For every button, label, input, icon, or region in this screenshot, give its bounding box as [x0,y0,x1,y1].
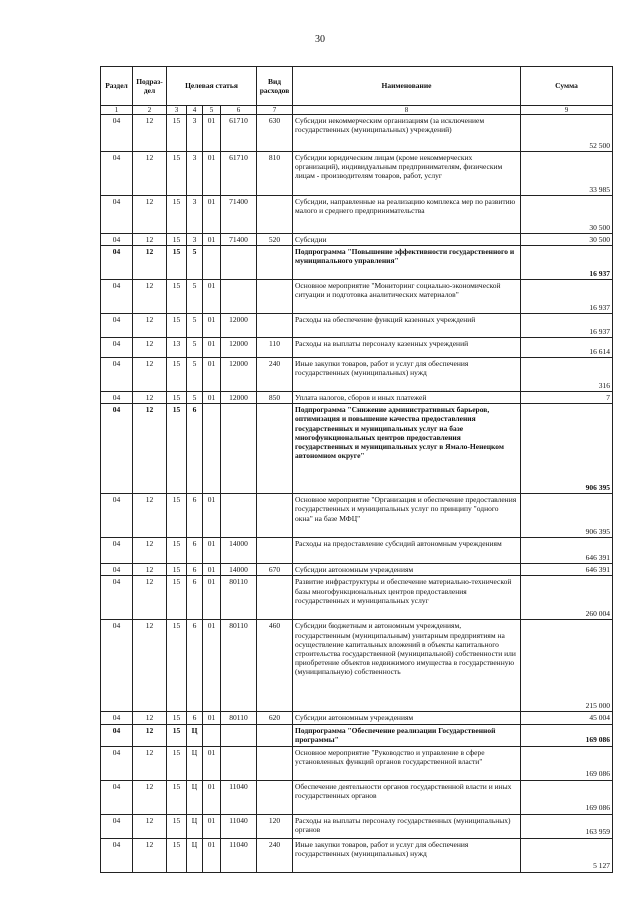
budget-table [100,66,613,873]
cell-ts-program: 15 [167,780,187,814]
cell-ts-event: 01 [203,392,221,404]
cell-naimenovanie: Уплата налогов, сборов и иных платежей [293,392,521,404]
cell-naimenovanie: Расходы на обеспечение функций казенных учреждений [293,314,521,338]
cell-ts-event: 01 [203,358,221,392]
cell-ts-subprogram: 6 [187,404,203,494]
cell-ts-event: 01 [203,814,221,838]
cell-naimenovanie: Подпрограмма "Обеспечение реализации Государственной программы" [293,724,521,746]
cell-razdel: 04 [101,814,133,838]
cell-ts-subprogram: Ц [187,814,203,838]
table-row [101,358,613,392]
cell-vid-raskhodov: 240 [257,838,293,872]
cell-ts-direction: 11040 [221,814,257,838]
cell-summa: 30 500 [521,234,613,246]
cell-ts-subprogram: Ц [187,838,203,872]
cell-naimenovanie: Развитие инфраструктуры и обеспечение материально-технической базы многофункциональных центров предоставления государственных и муниципальных услуг [293,576,521,620]
cell-podrazdel: 12 [133,814,167,838]
header-naimenovanie: Наименование [293,67,521,106]
cell-vid-raskhodov: 460 [257,620,293,712]
cell-ts-program: 15 [167,392,187,404]
cell-razdel: 04 [101,314,133,338]
cell-ts-program: 15 [167,314,187,338]
col-number: 6 [221,106,257,115]
table-body [101,115,613,873]
col-number: 9 [521,106,613,115]
cell-naimenovanie: Подпрограмма "Повышение эффективности государственного и муниципального управления" [293,246,521,280]
col-number: 8 [293,106,521,115]
cell-ts-subprogram: 3 [187,196,203,234]
cell-ts-event: 01 [203,280,221,314]
col-number: 1 [101,106,133,115]
cell-summa: 163 959 [521,814,613,838]
cell-podrazdel: 12 [133,392,167,404]
table-row [101,392,613,404]
cell-ts-subprogram: 3 [187,115,203,152]
cell-ts-subprogram: 5 [187,280,203,314]
cell-ts-program: 15 [167,838,187,872]
cell-vid-raskhodov [257,280,293,314]
cell-ts-direction: 71400 [221,234,257,246]
table-row [101,338,613,358]
cell-podrazdel: 12 [133,564,167,576]
cell-summa: 316 [521,358,613,392]
cell-ts-event: 01 [203,338,221,358]
header-row [101,67,613,106]
cell-ts-direction: 14000 [221,564,257,576]
cell-podrazdel: 12 [133,338,167,358]
header-podrazdel: Подраз- дел [133,67,167,106]
cell-vid-raskhodov [257,538,293,564]
cell-vid-raskhodov [257,314,293,338]
cell-vid-raskhodov: 110 [257,338,293,358]
cell-ts-subprogram: 6 [187,712,203,724]
cell-summa: 260 004 [521,576,613,620]
cell-vid-raskhodov: 810 [257,152,293,196]
cell-ts-event: 01 [203,152,221,196]
cell-ts-event: 01 [203,620,221,712]
cell-ts-program: 15 [167,280,187,314]
cell-podrazdel: 12 [133,620,167,712]
cell-podrazdel: 12 [133,724,167,746]
col-number: 3 [167,106,187,115]
table-row [101,620,613,712]
cell-razdel: 04 [101,712,133,724]
cell-podrazdel: 12 [133,115,167,152]
cell-razdel: 04 [101,494,133,538]
cell-ts-program: 15 [167,724,187,746]
cell-razdel: 04 [101,338,133,358]
cell-ts-direction: 14000 [221,538,257,564]
cell-ts-direction: 61710 [221,115,257,152]
cell-summa: 7 [521,392,613,404]
cell-ts-program: 15 [167,712,187,724]
cell-ts-subprogram: 3 [187,152,203,196]
cell-ts-direction: 80110 [221,576,257,620]
cell-vid-raskhodov [257,246,293,280]
cell-ts-program: 15 [167,404,187,494]
cell-vid-raskhodov: 240 [257,358,293,392]
cell-ts-subprogram: 5 [187,314,203,338]
column-number-row [101,106,613,115]
cell-naimenovanie: Субсидии юридическим лицам (кроме некоммерческих организаций), индивидуальным предпринимателям, физическим лицам - производителям товаров, работ, услуг [293,152,521,196]
cell-ts-event [203,246,221,280]
cell-razdel: 04 [101,838,133,872]
cell-razdel: 04 [101,576,133,620]
cell-podrazdel: 12 [133,494,167,538]
header-tselevaya-statya: Целевая статья [167,67,257,106]
cell-ts-direction: 61710 [221,152,257,196]
col-number: 7 [257,106,293,115]
header-summa: Сумма [521,67,613,106]
cell-razdel: 04 [101,115,133,152]
cell-summa: 169 086 [521,780,613,814]
cell-razdel: 04 [101,280,133,314]
cell-podrazdel: 12 [133,538,167,564]
cell-summa: 215 000 [521,620,613,712]
cell-ts-subprogram: Ц [187,780,203,814]
cell-podrazdel: 12 [133,576,167,620]
cell-ts-program: 13 [167,338,187,358]
cell-summa: 16 937 [521,246,613,280]
cell-podrazdel: 12 [133,404,167,494]
cell-naimenovanie: Субсидии некоммерческим организациям (за исключением государственных (муниципальных) учреждений) [293,115,521,152]
cell-ts-event: 01 [203,314,221,338]
table-row [101,724,613,746]
cell-ts-event: 01 [203,494,221,538]
cell-razdel: 04 [101,358,133,392]
cell-ts-event: 01 [203,538,221,564]
page-number: 30 [315,34,325,45]
cell-vid-raskhodov [257,196,293,234]
cell-summa: 16 937 [521,280,613,314]
cell-ts-program: 15 [167,152,187,196]
cell-naimenovanie: Субсидии [293,234,521,246]
cell-ts-event: 01 [203,576,221,620]
cell-naimenovanie: Субсидии автономным учреждениям [293,712,521,724]
header-vid-raskhodov: Вид расходов [257,67,293,106]
table-row [101,538,613,564]
cell-razdel: 04 [101,234,133,246]
cell-podrazdel: 12 [133,234,167,246]
cell-ts-program: 15 [167,620,187,712]
cell-naimenovanie: Подпрограмма "Снижение административных барьеров, оптимизация и повышение качества предоставления государственных и муниципальных услуг на базе многофункциональных центров предоставления государственных и муниципальных услуг в Ямало-Ненецком автономном округе" [293,404,521,494]
table-row [101,280,613,314]
cell-summa: 906 395 [521,494,613,538]
cell-ts-subprogram: 5 [187,338,203,358]
cell-ts-subprogram: 5 [187,246,203,280]
table-row [101,564,613,576]
cell-ts-direction: 12000 [221,338,257,358]
cell-naimenovanie: Основное мероприятие "Руководство и управление в сфере установленных функций органов государственной власти" [293,746,521,780]
cell-naimenovanie: Основное мероприятие "Организация и обеспечение предоставления государственных и муниципальных услуг по принципу "одного окна" на базе МФЦ" [293,494,521,538]
header-razdel: Раздел [101,67,133,106]
cell-ts-event: 01 [203,712,221,724]
cell-ts-event [203,404,221,494]
cell-ts-subprogram: Ц [187,746,203,780]
cell-razdel: 04 [101,538,133,564]
table-row [101,196,613,234]
cell-ts-direction: 71400 [221,196,257,234]
cell-razdel: 04 [101,404,133,494]
table-row [101,746,613,780]
cell-ts-program: 15 [167,494,187,538]
cell-ts-program: 15 [167,115,187,152]
cell-ts-subprogram: 3 [187,234,203,246]
cell-podrazdel: 12 [133,196,167,234]
table-row [101,115,613,152]
col-number: 5 [203,106,221,115]
cell-summa: 52 500 [521,115,613,152]
cell-summa: 30 500 [521,196,613,234]
cell-ts-direction [221,746,257,780]
cell-vid-raskhodov [257,404,293,494]
cell-razdel: 04 [101,392,133,404]
cell-vid-raskhodov: 630 [257,115,293,152]
cell-ts-subprogram: 5 [187,392,203,404]
cell-ts-program: 15 [167,576,187,620]
cell-vid-raskhodov [257,494,293,538]
cell-ts-event: 01 [203,746,221,780]
cell-naimenovanie: Субсидии автономным учреждениям [293,564,521,576]
cell-ts-program: 15 [167,538,187,564]
cell-ts-event: 01 [203,564,221,576]
table-row [101,576,613,620]
cell-summa: 646 391 [521,538,613,564]
cell-ts-event: 01 [203,780,221,814]
cell-vid-raskhodov [257,780,293,814]
cell-ts-event: 01 [203,234,221,246]
cell-razdel: 04 [101,152,133,196]
table-row [101,234,613,246]
cell-ts-program: 15 [167,196,187,234]
cell-razdel: 04 [101,746,133,780]
cell-podrazdel: 12 [133,780,167,814]
cell-podrazdel: 12 [133,838,167,872]
cell-ts-subprogram: Ц [187,724,203,746]
cell-ts-subprogram: 5 [187,358,203,392]
cell-ts-subprogram: 6 [187,494,203,538]
col-number: 4 [187,106,203,115]
cell-naimenovanie: Расходы на выплаты персоналу казенных учреждений [293,338,521,358]
cell-vid-raskhodov [257,724,293,746]
cell-vid-raskhodov [257,576,293,620]
cell-podrazdel: 12 [133,712,167,724]
cell-summa: 646 391 [521,564,613,576]
cell-ts-event: 01 [203,838,221,872]
cell-ts-subprogram: 6 [187,576,203,620]
cell-ts-direction: 11040 [221,838,257,872]
cell-podrazdel: 12 [133,358,167,392]
table-row [101,152,613,196]
cell-razdel: 04 [101,780,133,814]
cell-ts-program: 15 [167,814,187,838]
table-row [101,814,613,838]
cell-podrazdel: 12 [133,314,167,338]
cell-podrazdel: 12 [133,246,167,280]
cell-ts-event: 01 [203,115,221,152]
cell-podrazdel: 12 [133,152,167,196]
cell-podrazdel: 12 [133,280,167,314]
cell-summa: 45 004 [521,712,613,724]
cell-ts-direction [221,280,257,314]
table-row [101,712,613,724]
cell-razdel: 04 [101,246,133,280]
cell-naimenovanie: Субсидии бюджетным и автономным учреждениям, государственным (муниципальным) унитарным предприятиям на осуществление капитальных вложений в объекты капитального строительства государственной (муниципальной) собственности или приобретение объектов недвижимого имущества в государственную (муниципальную) собственность [293,620,521,712]
cell-vid-raskhodov: 520 [257,234,293,246]
table-row [101,494,613,538]
cell-summa: 16 614 [521,338,613,358]
cell-razdel: 04 [101,196,133,234]
cell-vid-raskhodov [257,746,293,780]
col-number: 2 [133,106,167,115]
cell-podrazdel: 12 [133,746,167,780]
cell-summa: 906 395 [521,404,613,494]
cell-razdel: 04 [101,620,133,712]
cell-ts-direction [221,246,257,280]
cell-ts-direction: 11040 [221,780,257,814]
cell-ts-direction: 12000 [221,392,257,404]
cell-naimenovanie: Расходы на предоставление субсидий автономным учреждениям [293,538,521,564]
cell-summa: 16 937 [521,314,613,338]
table-row [101,314,613,338]
cell-ts-subprogram: 6 [187,620,203,712]
cell-ts-direction: 80110 [221,620,257,712]
cell-ts-event [203,724,221,746]
cell-summa: 169 086 [521,746,613,780]
cell-naimenovanie: Иные закупки товаров, работ и услуг для обеспечения государственных (муниципальных) нужд [293,838,521,872]
cell-summa: 33 985 [521,152,613,196]
cell-vid-raskhodov: 120 [257,814,293,838]
cell-ts-program: 15 [167,246,187,280]
cell-naimenovanie: Расходы на выплаты персоналу государственных (муниципальных) органов [293,814,521,838]
cell-vid-raskhodov: 620 [257,712,293,724]
table-row [101,246,613,280]
cell-naimenovanie: Основное мероприятие "Мониторинг социально-экономической ситуации и подготовка аналитических материалов" [293,280,521,314]
cell-ts-program: 15 [167,746,187,780]
cell-ts-event: 01 [203,196,221,234]
cell-ts-program: 15 [167,358,187,392]
cell-ts-direction: 12000 [221,314,257,338]
cell-ts-subprogram: 6 [187,564,203,576]
cell-ts-direction [221,724,257,746]
cell-vid-raskhodov: 850 [257,392,293,404]
table-row [101,838,613,872]
cell-ts-direction: 12000 [221,358,257,392]
cell-ts-program: 15 [167,234,187,246]
cell-razdel: 04 [101,564,133,576]
cell-ts-subprogram: 6 [187,538,203,564]
cell-ts-program: 15 [167,564,187,576]
cell-razdel: 04 [101,724,133,746]
table-row [101,780,613,814]
cell-ts-direction: 80110 [221,712,257,724]
cell-summa: 5 127 [521,838,613,872]
table-row [101,404,613,494]
cell-naimenovanie: Субсидии, направленные на реализацию комплекса мер по развитию малого и среднего предпринимательства [293,196,521,234]
cell-ts-direction [221,404,257,494]
cell-naimenovanie: Иные закупки товаров, работ и услуг для обеспечения государственных (муниципальных) нужд [293,358,521,392]
cell-naimenovanie: Обеспечение деятельности органов государственной власти и иных государственных органов [293,780,521,814]
cell-vid-raskhodov: 670 [257,564,293,576]
cell-summa: 169 086 [521,724,613,746]
cell-ts-direction [221,494,257,538]
